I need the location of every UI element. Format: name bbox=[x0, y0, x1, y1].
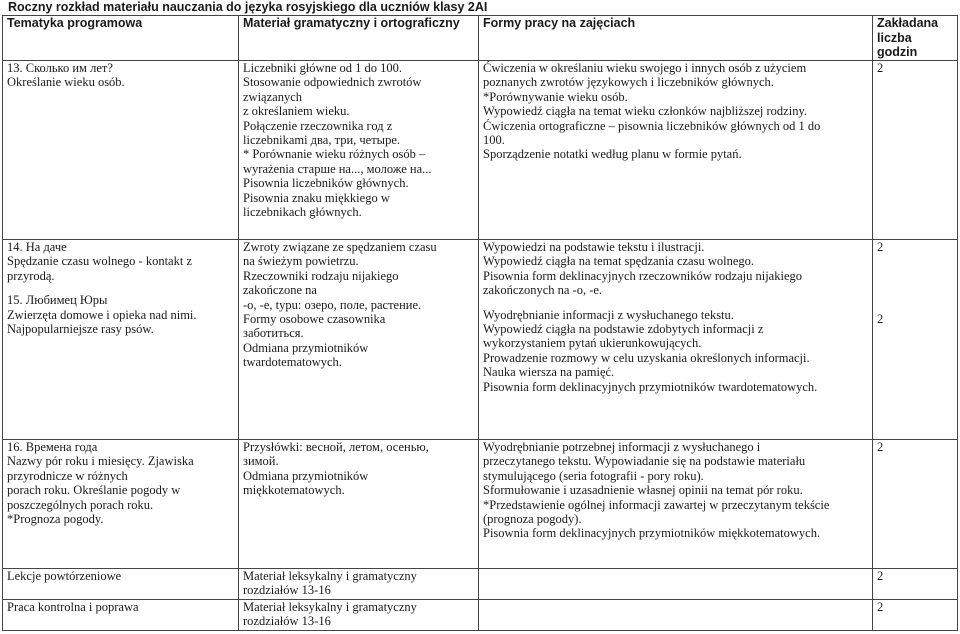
topic-cell bbox=[3, 600, 239, 631]
topic-line: porach roku. Określanie pogody w bbox=[7, 483, 181, 498]
lesson-title: 16. Времена года bbox=[7, 440, 98, 454]
forms-line: przeczytanego tekstu. Wypowiadanie się na podstawie materiału bbox=[483, 454, 806, 469]
lesson-title: 15. Любимец Юры bbox=[7, 293, 108, 308]
material-cell bbox=[239, 600, 479, 631]
table-row bbox=[3, 61, 958, 240]
hours-cell: 2 bbox=[873, 61, 958, 240]
material-line: заботиться. bbox=[243, 326, 304, 341]
material-line: Odmiana przymiotników bbox=[243, 468, 369, 483]
forms-line: poznanych zwrotów językowych i liczebników głównych. bbox=[483, 75, 774, 90]
table-row bbox=[3, 440, 958, 569]
page-title: Roczny rozkład materiału nauczania do języka rosyjskiego dla uczniów klasy 2AI bbox=[8, 0, 488, 14]
forms-line: Sformułowanie i uzasadnienie własnej opinii na temat pór roku. bbox=[483, 483, 803, 498]
forms-line: Sporządzenie notatki według planu w formie pytań. bbox=[483, 147, 742, 162]
forms-cell bbox=[479, 240, 873, 440]
topic-line: poszczególnych porach roku. bbox=[7, 497, 154, 512]
forms-cell bbox=[479, 569, 873, 600]
topic-line: Określanie wieku osób. bbox=[7, 75, 125, 90]
forms-line: wykorzystaniem pytań ukierunkowujących. bbox=[483, 336, 702, 351]
hours-value: 2 bbox=[877, 312, 884, 327]
topic-line: Praca kontrolna i poprawa bbox=[7, 600, 139, 614]
forms-line: 100. bbox=[483, 133, 505, 148]
forms-line: Wypowiedź ciągła na podstawie zdobytych informacji z bbox=[483, 322, 764, 337]
curriculum-table bbox=[2, 15, 958, 631]
lesson-title: 14. На даче bbox=[7, 240, 67, 254]
topic-cell bbox=[3, 61, 239, 240]
topic-line: Najpopularniejsze rasy psów. bbox=[7, 322, 154, 337]
header-row bbox=[3, 16, 958, 61]
spacer bbox=[7, 283, 234, 293]
material-line: wyrażenia старше на..., моложе на... bbox=[243, 161, 432, 176]
topic-line: przyrodnicze w różnych bbox=[7, 468, 128, 483]
forms-line: Pisownia form deklinacyjnych przymiotników twardotematowych. bbox=[483, 379, 818, 394]
material-line: Zwroty związane ze spędzaniem czasu bbox=[243, 240, 437, 254]
forms-line: *Przedstawienie ogólnej informacji zawartej w przeczytanym tekście bbox=[483, 497, 830, 512]
forms-line: Pisownia form deklinacyjnych przymiotników miękkotematowych. bbox=[483, 526, 821, 541]
forms-cell bbox=[479, 440, 873, 569]
topic-cell bbox=[3, 240, 239, 440]
forms-line: Wypowiedź ciągła na temat wieku członków najbliższej rodziny. bbox=[483, 104, 808, 119]
topic-line: Spędzanie czasu wolnego - kontakt z bbox=[7, 254, 193, 269]
material-cell bbox=[239, 240, 479, 440]
header-hours: Zakładana liczba godzin bbox=[873, 16, 958, 61]
topic-line: Nazwy pór roku i miesięcy. Zjawiska bbox=[7, 454, 194, 469]
material-line: liczebnikami два, три, четыре. bbox=[243, 133, 401, 148]
material-line: зимой. bbox=[243, 454, 279, 469]
material-line: Formy osobowe czasownika bbox=[243, 312, 386, 327]
material-line: twardotematowych. bbox=[243, 355, 342, 370]
material-line: -о, -е, typu: озеро, поле, растение. bbox=[243, 297, 422, 312]
topic-cell bbox=[3, 569, 239, 600]
material-cell bbox=[239, 61, 479, 240]
topic-line: Zwierzęta domowe i opieka nad nimi. bbox=[7, 307, 197, 322]
header-material: Materiał gramatyczny i ortograficzny bbox=[239, 16, 479, 61]
forms-line: *Porównywanie wieku osób. bbox=[483, 89, 628, 104]
material-line: Stosowanie odpowiednich zwrotów bbox=[243, 75, 422, 90]
hours-cell: 2 bbox=[873, 440, 958, 569]
material-line: miękkotematowych. bbox=[243, 483, 345, 498]
forms-line: Ćwiczenia ortograficzne – pisownia liczebników głównych od 1 do bbox=[483, 118, 821, 133]
material-line: Przysłówki: весной, летом, осенью, bbox=[243, 440, 429, 454]
lesson-title: 13. Сколько им лет? bbox=[7, 61, 113, 75]
material-cell bbox=[239, 440, 479, 569]
forms-cell bbox=[479, 600, 873, 631]
spacer bbox=[483, 298, 868, 308]
forms-line: Prowadzenie rozmowy w celu uzyskania określonych informacji. bbox=[483, 350, 810, 365]
topic-line: *Prognoza pogody. bbox=[7, 512, 104, 527]
forms-line: Wyodrębnianie potrzebnej informacji z wysłuchanego i bbox=[483, 440, 761, 454]
material-line: rozdziałów 13-16 bbox=[243, 583, 331, 598]
forms-line: (prognoza pogody). bbox=[483, 512, 582, 527]
material-line: Odmiana przymiotników bbox=[243, 340, 369, 355]
forms-cell bbox=[479, 61, 873, 240]
material-line: zakończone na bbox=[243, 283, 317, 298]
material-line: Pisownia liczebników głównych. bbox=[243, 176, 409, 191]
topic-line: Lekcje powtórzeniowe bbox=[7, 569, 122, 583]
table-row bbox=[3, 569, 958, 600]
material-line: na świeżym powietrzu. bbox=[243, 254, 359, 269]
forms-line: Nauka wiersza na pamięć. bbox=[483, 365, 615, 380]
forms-line: Pisownia form deklinacyjnych rzeczowników rodzaju nijakiego bbox=[483, 268, 803, 283]
material-line: * Porównanie wieku różnych osób – bbox=[243, 147, 426, 162]
material-line: z określaniem wieku. bbox=[243, 104, 350, 119]
forms-line: Wypowiedzi na podstawie tekstu i ilustracji. bbox=[483, 240, 705, 254]
material-line: Połączenie rzeczownika год z bbox=[243, 118, 393, 133]
material-line: Rzeczowniki rodzaju nijakiego bbox=[243, 268, 399, 283]
material-line: Pisownia znaku miękkiego w bbox=[243, 190, 390, 205]
hours-value: 2 bbox=[877, 240, 884, 254]
header-topic: Tematyka programowa bbox=[3, 16, 239, 61]
material-line: liczebnikach głównych. bbox=[243, 205, 362, 220]
table-row bbox=[3, 240, 958, 440]
forms-line: Wyodrębnianie informacji z wysłuchanego tekstu. bbox=[483, 307, 734, 322]
material-line: Liczebniki główne od 1 do 100. bbox=[243, 61, 402, 75]
material-line: rozdziałów 13-16 bbox=[243, 614, 331, 629]
material-line: związanych bbox=[243, 89, 302, 104]
material-line: Materiał leksykalny i gramatyczny bbox=[243, 600, 417, 614]
hours-cell bbox=[873, 240, 958, 440]
material-line: Materiał leksykalny i gramatyczny bbox=[243, 569, 417, 583]
forms-line: stymulującego (seria fotografii - pory roku). bbox=[483, 468, 704, 483]
topic-line: przyrodą. bbox=[7, 268, 55, 283]
header-forms: Formy pracy na zajęciach bbox=[479, 16, 873, 61]
spacer bbox=[877, 254, 953, 312]
table-row bbox=[3, 600, 958, 631]
forms-line: Wypowiedź ciągła na temat spędzania czasu wolnego. bbox=[483, 254, 755, 269]
hours-cell: 2 bbox=[873, 569, 958, 600]
topic-cell bbox=[3, 440, 239, 569]
material-cell bbox=[239, 569, 479, 600]
forms-line: zakończonych na -о, -е. bbox=[483, 283, 603, 298]
forms-line: Ćwiczenia w określaniu wieku swojego i innych osób z użyciem bbox=[483, 61, 807, 75]
hours-cell: 2 bbox=[873, 600, 958, 631]
